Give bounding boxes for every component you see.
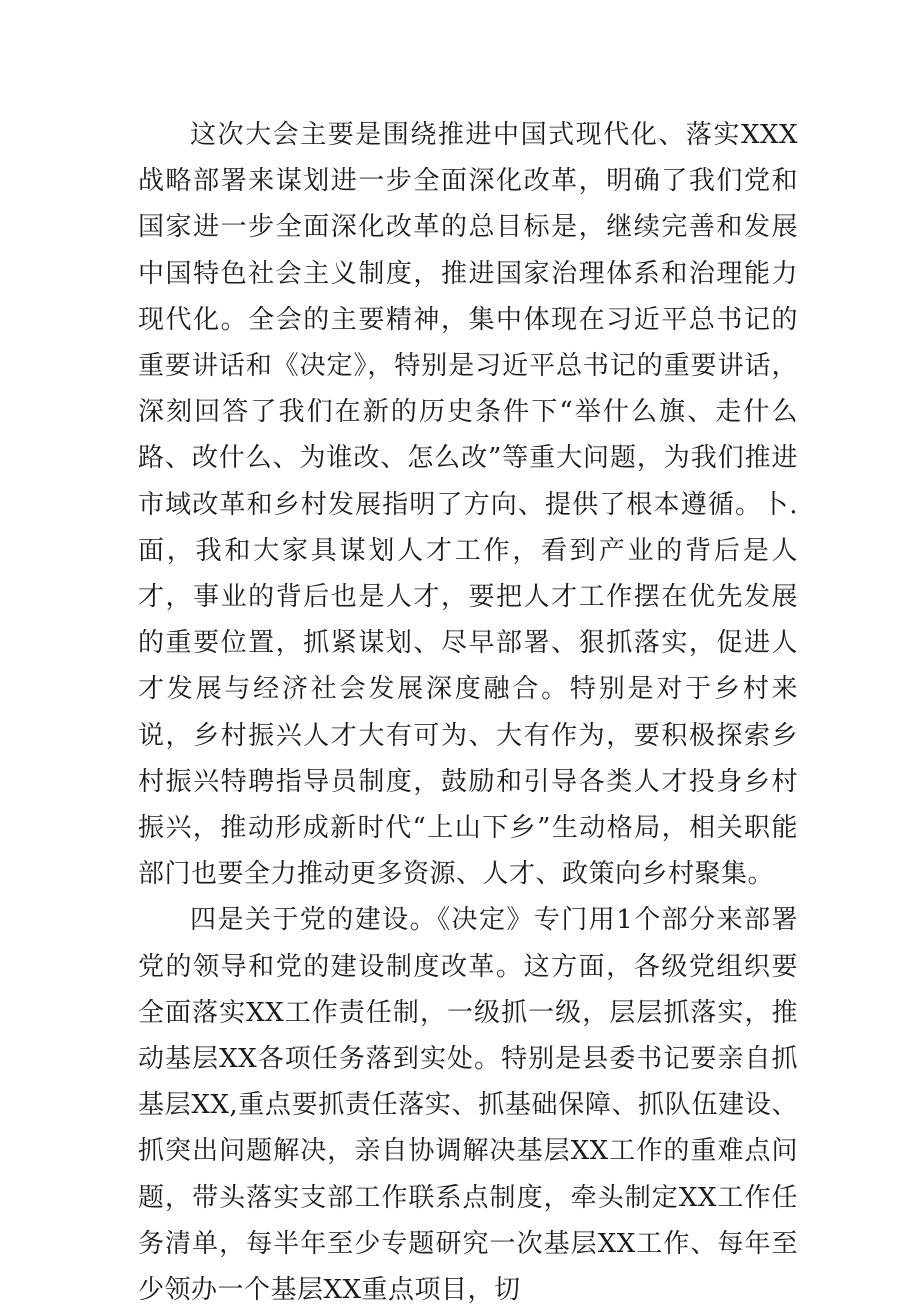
document-body bbox=[138, 112, 798, 1313]
paragraph-party-building: 四是关于党的建设。《决定》专门用1个部分来部署党的领导和党的建设制度改革。这方面，各级党组织要全面落实XX工作责任制，一级抓一级，层层抓落实，推动基层XX各项任务落到实处。特别是县委书记要亲自抓基层XX,重点要抓责任落实、抓基础保障、抓队伍建设、抓突出问题解决，亲自协调解决基层XX工作的重难点问题，带头落实支部工作联系点制度，牵头制定XX工作任务清单，每半年至少专题研究一次基层XX工作、每年至少领办一个基层XX重点项目，切 bbox=[138, 905, 798, 1306]
paragraph-intro: 这次大会主要是围绕推进中国式现代化、落实XXX战略部署来谋划进一步全面深化改革，明确了我们党和国家进一步全面深化改革的总目标是，继续完善和发展中国特色社会主义制度，推进国家治理体系和治理能力现代化。全会的主要精神，集中体现在习近平总书记的重要讲话和《决定》，特别是习近平总书记的重要讲话，深刻回答了我们在新的历史条件下“举什么旗、走什么路、改什么、为谁改、怎么改”等重大问题，为我们推进市域改革和乡村发展指明了方向、提供了根本遵循。卜.面，我和大家具谋划人才工作，看到产业的背后是人才，事业的背后也是人才，要把人才工作摆在优先发展的重要位置，抓紧谋划、尽早部署、狠抓落实，促进人才发展与经济社会发展深度融合。特别是对于乡村来说，乡村振兴人才大有可为、大有作为，要积极探索乡村振兴特聘指导员制度，鼓励和引导各类人才投身乡村振兴，推动形成新时代“上山下乡”生动格局，相关职能部门也要全力推动更多资源、人才、政策向乡村聚集。 bbox=[138, 120, 798, 890]
